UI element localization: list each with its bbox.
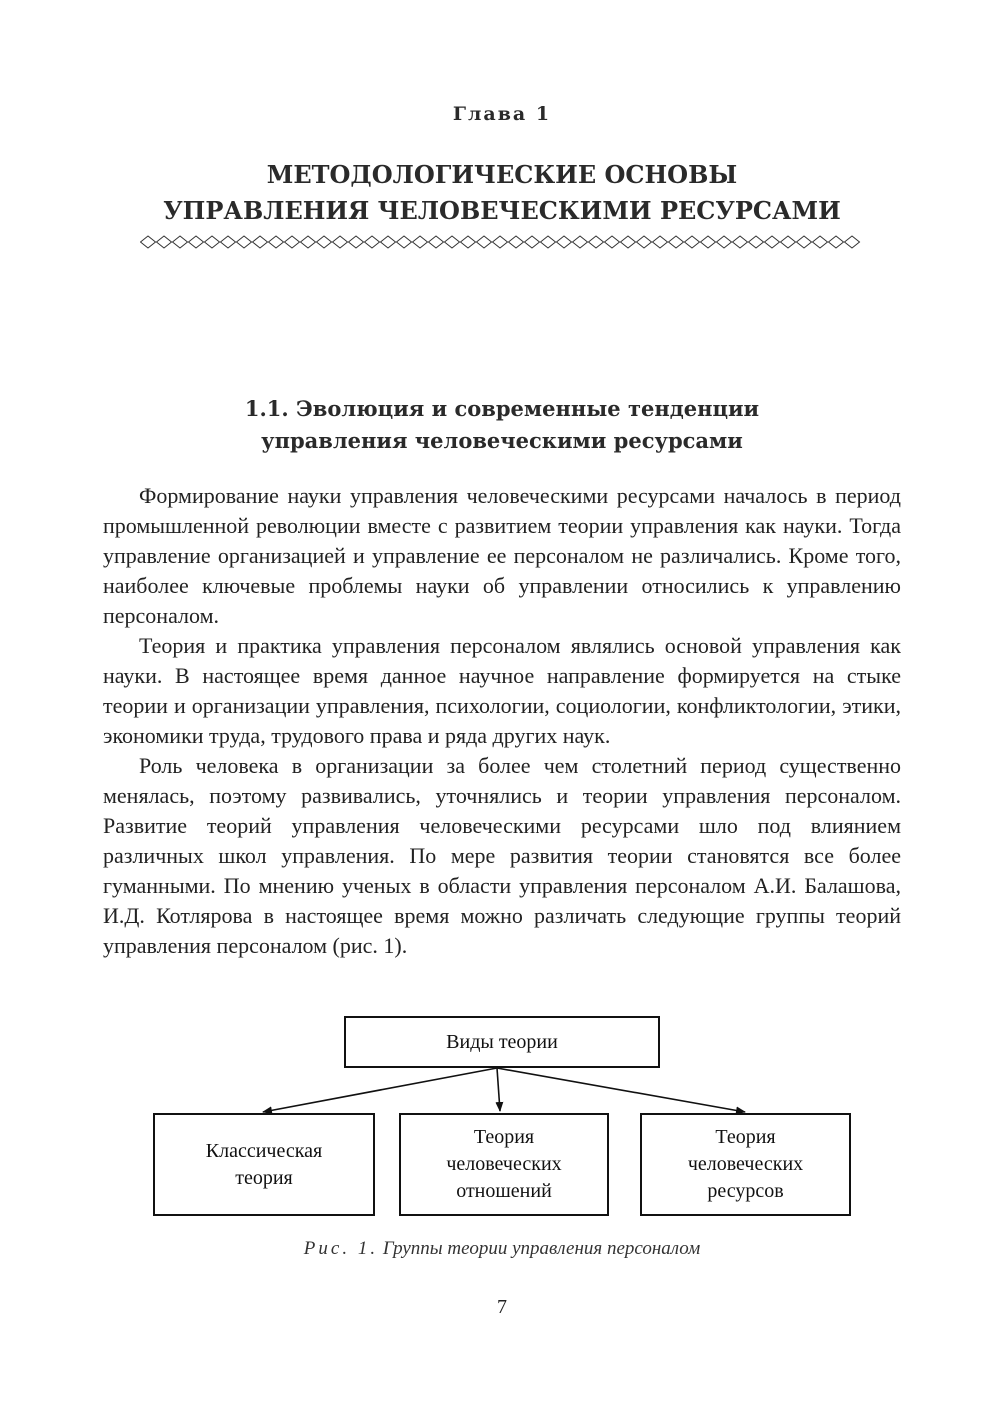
ornament-diamond bbox=[493, 236, 508, 248]
ornament-diamond bbox=[829, 236, 844, 248]
ornament-diamond bbox=[253, 236, 268, 248]
ornament-diamond bbox=[413, 236, 428, 248]
ornament-divider bbox=[140, 235, 864, 249]
ornament-diamond bbox=[173, 236, 188, 248]
ornament-diamond bbox=[589, 236, 604, 248]
diagram-node-human-relations bbox=[399, 1113, 609, 1216]
arrow-to-classical bbox=[263, 1068, 497, 1112]
page-number: 7 bbox=[497, 1296, 507, 1318]
ornament-diamond bbox=[189, 236, 204, 248]
chapter-title-line-2: УПРАВЛЕНИЯ ЧЕЛОВЕЧЕСКИМИ РЕСУРСАМИ bbox=[163, 196, 841, 225]
node-resources-line-2: человеческих bbox=[687, 1153, 804, 1175]
diagram-root-label: Виды теории bbox=[446, 1030, 558, 1053]
ornament-diamond bbox=[157, 236, 172, 248]
ornament-diamond bbox=[333, 236, 348, 248]
diagram-root-node bbox=[344, 1016, 660, 1068]
ornament-diamond bbox=[845, 236, 860, 248]
paragraph-3: Роль человека в организации за более чем столетний период существенно менялась, поэтому развивались, уточнялись и теории управления персоналом. Развитие теорий управления человеческими ресурсами шло под влиянием различных школ управления. По мере развития теории становятся все более гуманными. По мнению ученых в области управления персоналом А.И. Балашова, И.Д. Котлярова в настоящее время можно различать следующие группы теорий управления персоналом (рис. 1). bbox=[103, 753, 901, 958]
figure-caption bbox=[0, 1238, 1004, 1260]
ornament-diamond bbox=[541, 236, 556, 248]
chapter-label: Глава 1 bbox=[452, 103, 552, 125]
ornament-diamond bbox=[733, 236, 748, 248]
ornament-diamond bbox=[317, 236, 332, 248]
ornament-diamond bbox=[365, 236, 380, 248]
ornament-diamond bbox=[573, 236, 588, 248]
node-relations-line-2: человеческих bbox=[446, 1153, 562, 1175]
ornament-diamond bbox=[141, 236, 156, 248]
node-relations-line-3: отношений bbox=[456, 1180, 552, 1202]
ornament-diamond bbox=[765, 236, 780, 248]
chapter-title-line-1: МЕТОДОЛОГИЧЕСКИЕ ОСНОВЫ bbox=[266, 160, 738, 189]
body-text bbox=[103, 481, 901, 961]
arrow-to-human-resources bbox=[497, 1068, 745, 1112]
ornament-diamond bbox=[381, 236, 396, 248]
ornament-diamond bbox=[221, 236, 236, 248]
node-classical-line-1: Классическая bbox=[205, 1139, 323, 1162]
ornament-diamond bbox=[637, 236, 652, 248]
ornament-diamond bbox=[525, 236, 540, 248]
ornament-diamond bbox=[205, 236, 220, 248]
ornament-diamond bbox=[685, 236, 700, 248]
ornament-diamond bbox=[285, 236, 300, 248]
ornament-diamond bbox=[717, 236, 732, 248]
ornament-diamond bbox=[781, 236, 796, 248]
ornament-diamond bbox=[461, 236, 476, 248]
ornament-diamond bbox=[749, 236, 764, 248]
ornament-diamond bbox=[301, 236, 316, 248]
ornament-diamond bbox=[701, 236, 716, 248]
paragraph-2: Теория и практика управления персоналом являлись основой управления как науки. В настоящее время данное научное направление формируется на стыке теории и организации управления, психологии, социологии, конфликтологии, этики, экономики труда, трудового права и ряда других наук. bbox=[103, 633, 901, 748]
ornament-diamond bbox=[797, 236, 812, 248]
chapter-title bbox=[0, 157, 1004, 229]
ornament-diamond bbox=[557, 236, 572, 248]
ornament-diamond bbox=[237, 236, 252, 248]
caption-text: Группы теории управления персоналом bbox=[382, 1238, 701, 1259]
node-classical-line-2: теория bbox=[235, 1166, 293, 1189]
ornament-diamond bbox=[653, 236, 668, 248]
ornament-diamond bbox=[269, 236, 284, 248]
arrow-to-human-relations bbox=[497, 1068, 500, 1111]
paragraph-1: Формирование науки управления человеческими ресурсами началось в период промышленной революции вместе с развитием теории управления как науки. Тогда управление организацией и управление ее персоналом не различались. Кроме того, наиболее ключевые проблемы науки об управлении относились к управлению персоналом. bbox=[103, 483, 901, 628]
ornament-diamond bbox=[349, 236, 364, 248]
section-title bbox=[0, 393, 1004, 457]
ornament-diamond bbox=[605, 236, 620, 248]
ornament-diamond bbox=[509, 236, 524, 248]
node-resources-line-1: Теория bbox=[715, 1126, 776, 1148]
node-relations-line-1: Теория bbox=[473, 1126, 535, 1148]
ornament-diamond bbox=[445, 236, 460, 248]
ornament-diamond bbox=[813, 236, 828, 248]
ornament-diamond bbox=[621, 236, 636, 248]
diagram-node-human-resources bbox=[640, 1113, 851, 1216]
diagram-node-classical bbox=[153, 1113, 375, 1216]
caption-prefix: Рис. 1. bbox=[303, 1238, 379, 1259]
node-resources-line-3: ресурсов bbox=[707, 1180, 784, 1202]
ornament-diamond bbox=[477, 236, 492, 248]
ornament-diamond bbox=[669, 236, 684, 248]
section-title-line-1: 1.1. Эволюция и современные тенденции bbox=[244, 396, 760, 421]
section-title-line-2: управления человеческими ресурсами bbox=[261, 428, 743, 453]
ornament-diamond bbox=[429, 236, 444, 248]
ornament-diamond bbox=[397, 236, 412, 248]
